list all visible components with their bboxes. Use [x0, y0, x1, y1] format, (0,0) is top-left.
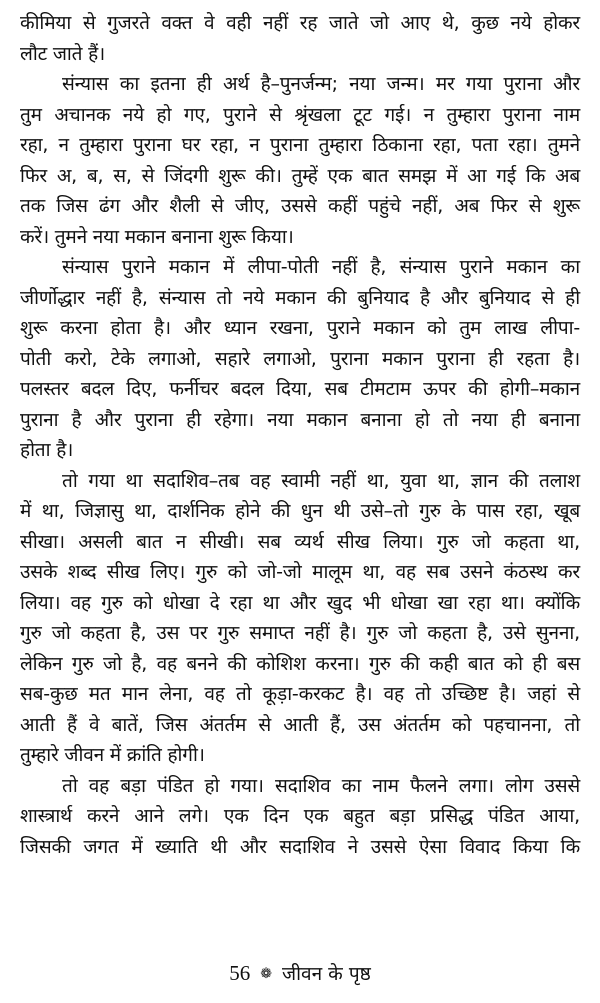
flower-ornament-icon: ❁ — [260, 966, 272, 982]
text-line: पलस्तर बदल दिए, फर्नीचर बदल दिया, सब टीमटाम ऊपर की होगी–मकान — [20, 378, 580, 400]
text-line: लिया। वह गुरु को धोखा दे रहा था और खुद भी धोखा खा रहा था। क्योंकि — [20, 591, 580, 614]
paragraph — [20, 466, 580, 771]
text-line: तो गया था सदाशिव–तब वह स्वामी नहीं था, युवा था, ज्ञान की तलाश — [62, 469, 580, 492]
text-line: सीखा। असली बात न सीखी। सब व्यर्थ सीख लिया। गुरु जो कहता था, — [20, 530, 580, 553]
text-line: करें। तुमने नया मकान बनाना शुरू किया। — [20, 225, 294, 248]
text-line: तक जिस ढंग और शैली से जीए, उससे कहीं पहुंचे नहीं, अब फिर से शुरू — [20, 195, 580, 217]
text-line: पोती करो, टेके लगाओ, सहारे लगाओ, पुराना मकान पुराना ही रहता है। — [20, 347, 580, 370]
text-line: लेकिन गुरु जो है, वह बनने की कोशिश करना। गुरु की कही बात को ही बस — [20, 652, 580, 675]
text-line: कीमिया से गुजरते वक्त वे वही नहीं रह जाते जो आए थे, कुछ नये होकर — [20, 12, 580, 34]
text-line: जिसकी जगत में ख्याति थी और सदाशिव ने उससे ऐसा विवाद किया कि — [20, 835, 580, 858]
text-line: आती हैं वे बातें, जिस अंतर्तम से आती हैं, उस अंतर्तम को पहचानना, तो — [20, 713, 580, 736]
text-line: संन्यास का इतना ही अर्थ है–पुनर्जन्म; नया जन्म। मर गया पुराना और — [62, 73, 580, 95]
paragraph — [20, 69, 580, 252]
text-line: संन्यास पुराने मकान में लीपा-पोती नहीं है, संन्यास पुराने मकान का — [62, 256, 580, 278]
text-line: गुरु जो कहता है, उस पर गुरु समाप्त नहीं है। गुरु जो कहता है, उसे सुनना, — [20, 622, 580, 644]
text-line: सब-कुछ मत मान लेना, वह तो कूड़ा-करकट है। वह तो उच्छिष्ट है। जहां से — [20, 683, 580, 705]
paragraph — [20, 771, 580, 863]
text-line: जीर्णोद्धार नहीं है, संन्यास तो नये मकान की बुनियाद है और बुनियाद से ही — [20, 286, 580, 309]
text-line: रहा, न तुम्हारा पुराना घर रहा, न पुराना तुम्हारा ठिकाना रहा, पता रहा। तुमने — [20, 134, 580, 156]
book-title: जीवन के पृष्ठ — [282, 963, 371, 985]
text-line: शास्त्रार्थ करने आने लगे। एक दिन एक बहुत बड़ा प्रसिद्ध पंडित आया, — [20, 805, 580, 827]
page-number: 56 — [229, 961, 251, 985]
page-footer — [0, 958, 600, 989]
text-line: फिर अ, ब, स, से जिंदगी शुरू की। तुम्हें एक बात समझ में आ गई कि अब — [20, 164, 580, 187]
text-line: तुम अचानक नये हो गए, पुराने से श्रृंखला टूट गई। न तुम्हारा पुराना नाम — [20, 103, 580, 126]
paragraph — [20, 8, 580, 69]
text-line: होता है। — [20, 439, 74, 461]
text-line: में था, जिज्ञासु था, दार्शनिक होने की धुन थी उसे–तो गुरु के पास रहा, खूब — [20, 500, 580, 522]
text-line: पुराना है और पुराना ही रहेगा। नया मकान बनाना हो तो नया ही बनाना — [20, 408, 580, 431]
text-line: तो वह बड़ा पंडित हो गया। सदाशिव का नाम फैलने लगा। लोग उससे — [62, 774, 580, 797]
text-line: उसके शब्द सीख लिए। गुरु को जो-जो मालूम था, वह सब उसने कंठस्थ कर — [20, 561, 580, 583]
text-line: तुम्हारे जीवन में क्रांति होगी। — [20, 744, 205, 766]
text-line: लौट जाते हैं। — [20, 42, 105, 65]
text-line: शुरू करना होता है। और ध्यान रखना, पुराने मकान को तुम लाख लीपा- — [20, 317, 580, 339]
paragraph — [20, 252, 580, 466]
page-body — [20, 8, 580, 862]
